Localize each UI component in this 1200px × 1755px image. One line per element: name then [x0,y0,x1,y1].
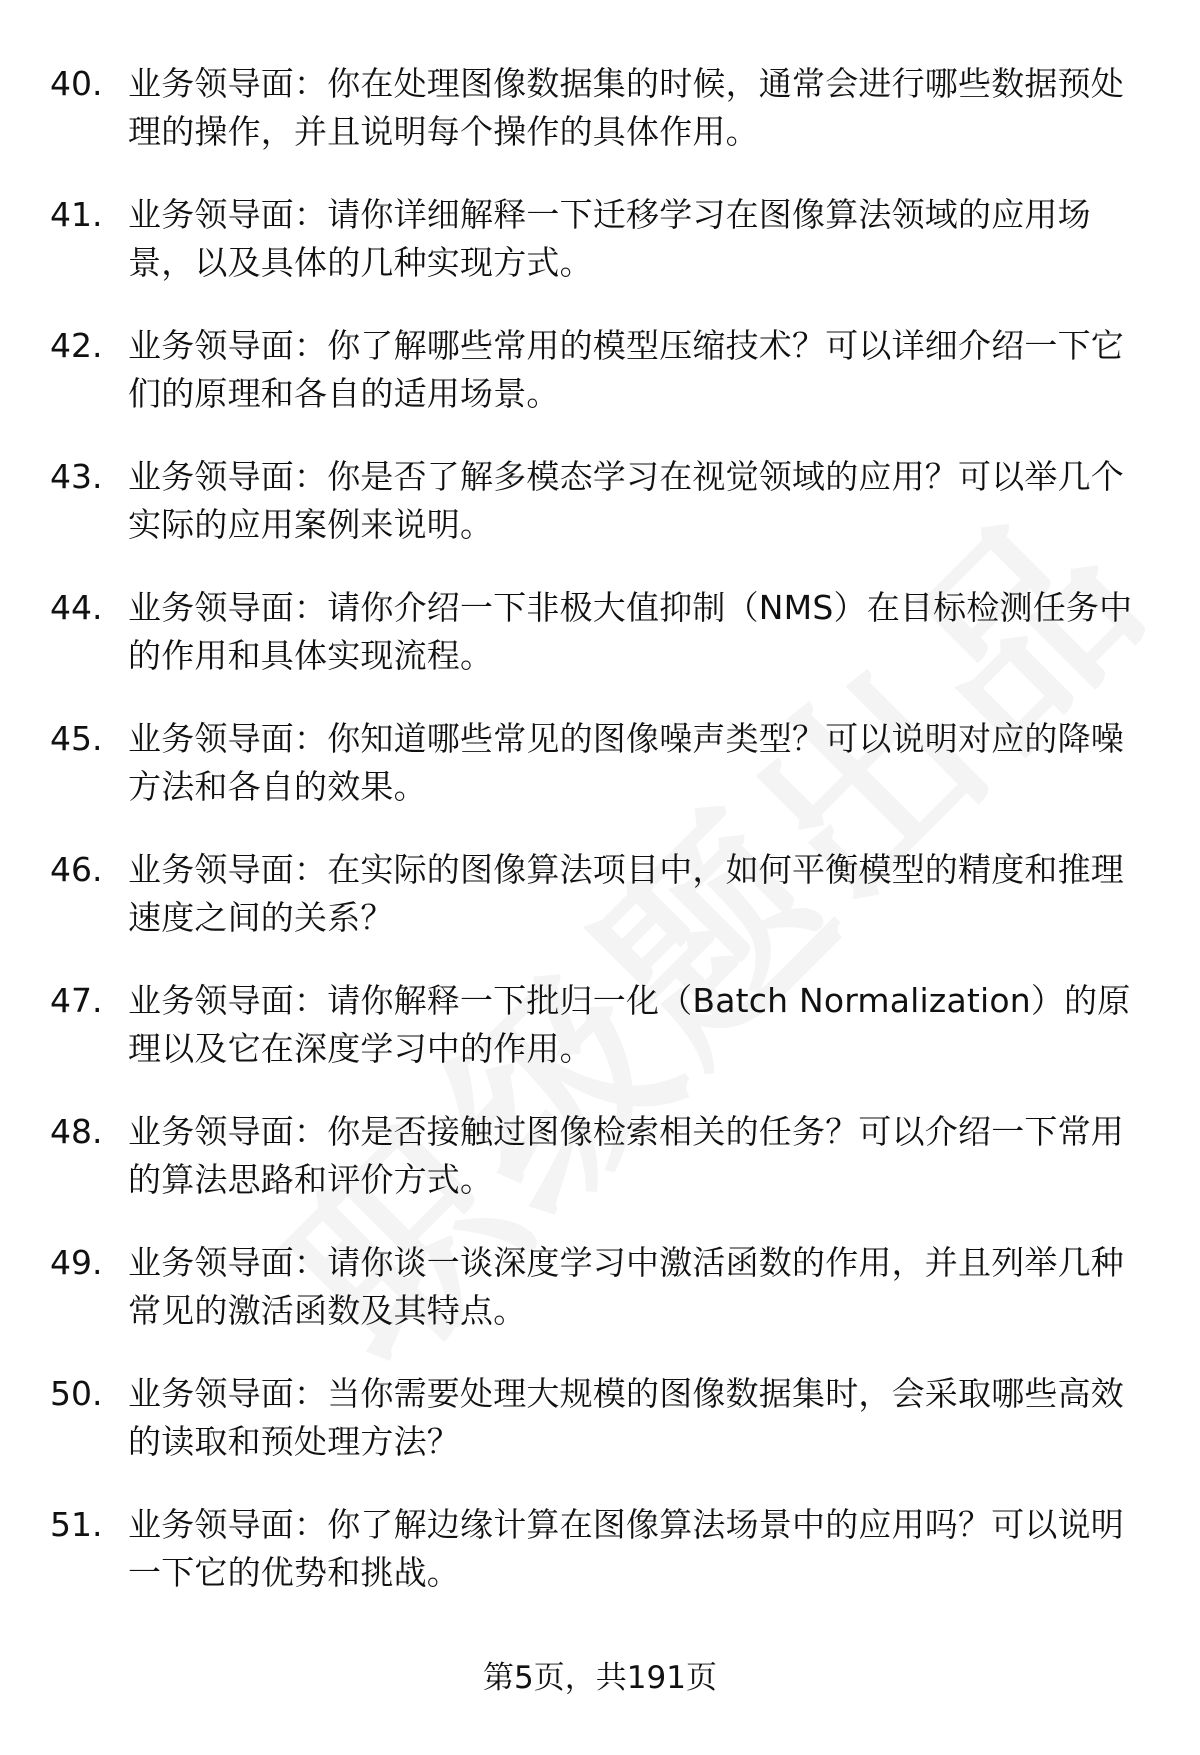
question-number: 51. [50,1505,103,1544]
question-text: 业务领导面：你了解哪些常用的模型压缩技术？可以详细介绍一下它们的原理和各自的适用场景。 [128,326,1124,413]
question-number: 47. [50,981,103,1020]
list-item [50,453,1155,584]
list-item [50,191,1155,322]
list-item [50,1370,1155,1501]
list-item [50,1108,1155,1239]
question-text: 业务领导面：你在处理图像数据集的时候，通常会进行哪些数据预处理的操作，并且说明每个操作的具体作用。 [128,64,1124,151]
question-number: 42. [50,326,103,365]
question-text: 业务领导面：你了解边缘计算在图像算法场景中的应用吗？可以说明一下它的优势和挑战。 [128,1505,1124,1592]
list-item [50,1239,1155,1370]
list-item [50,715,1155,846]
list-item [50,846,1155,977]
question-number: 44. [50,588,103,627]
question-number: 43. [50,457,103,496]
list-item [50,977,1155,1108]
question-text: 业务领导面：请你详细解释一下迁移学习在图像算法领域的应用场景，以及具体的几种实现方式。 [128,195,1091,282]
list-item [50,1501,1155,1632]
question-number: 41. [50,195,103,234]
question-text: 业务领导面：你知道哪些常见的图像噪声类型？可以说明对应的降噪方法和各自的效果。 [128,719,1124,806]
question-number: 50. [50,1374,103,1413]
list-item [50,584,1155,715]
question-number: 45. [50,719,103,758]
question-number: 46. [50,850,103,889]
question-text: 业务领导面：你是否接触过图像检索相关的任务？可以介绍一下常用的算法思路和评价方式。 [128,1112,1124,1199]
question-text: 业务领导面：请你介绍一下非极大值抑制（NMS）在目标检测任务中的作用和具体实现流程。 [128,588,1133,675]
question-number: 40. [50,64,103,103]
page-footer: 第5页，共191页 [483,1660,717,1696]
question-text: 业务领导面：你是否了解多模态学习在视觉领域的应用？可以举几个实际的应用案例来说明。 [128,457,1124,544]
question-text: 业务领导面：请你谈一谈深度学习中激活函数的作用，并且列举几种常见的激活函数及其特点。 [128,1243,1124,1330]
question-list [50,60,1155,1632]
list-item [50,322,1155,453]
list-item [50,60,1155,191]
question-text: 业务领导面：请你解释一下批归一化（Batch Normalization）的原理以及它在深度学习中的作用。 [128,981,1131,1068]
question-text: 业务领导面：当你需要处理大规模的图像数据集时，会采取哪些高效的读取和预处理方法？ [128,1374,1124,1461]
question-number: 49. [50,1243,103,1282]
question-text: 业务领导面：在实际的图像算法项目中，如何平衡模型的精度和推理速度之间的关系？ [128,850,1124,937]
question-number: 48. [50,1112,103,1151]
